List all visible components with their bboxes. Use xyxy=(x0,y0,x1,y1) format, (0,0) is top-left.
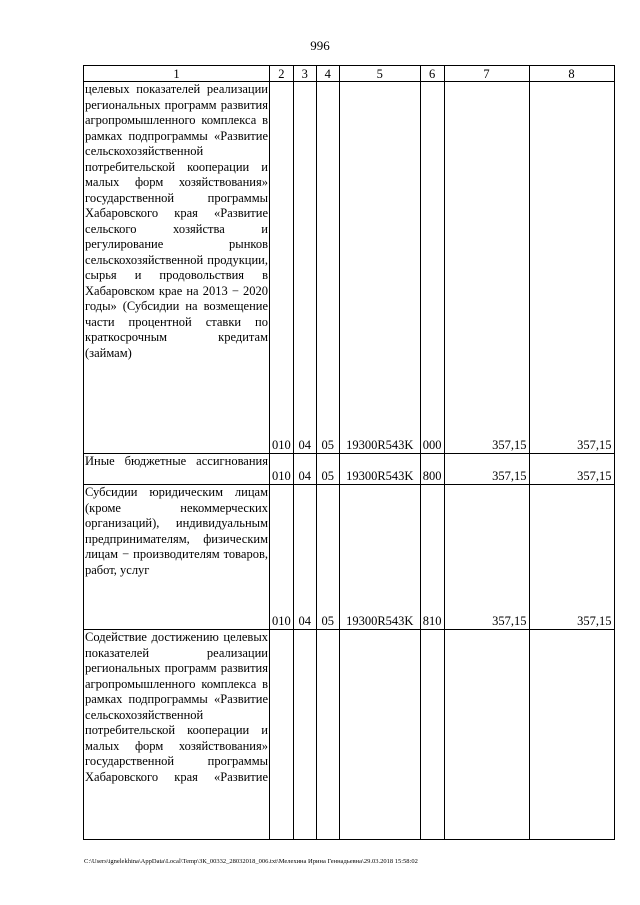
row-description: Субсидии юридическим лицам (кроме некоммерческих организаций), индивидуальным предпринимателям, физическим лицам − производителям товаров, работ, услуг xyxy=(84,485,270,630)
budget-table xyxy=(83,65,615,840)
cell-subsection: 05 xyxy=(316,454,339,485)
column-header: 8 xyxy=(529,66,614,82)
cell-amount xyxy=(529,630,614,840)
cell-amount: 357,15 xyxy=(529,82,614,454)
cell-target-article: 19300R543K xyxy=(339,485,420,630)
column-header: 5 xyxy=(339,66,420,82)
cell-section xyxy=(293,630,316,840)
table-row xyxy=(84,82,615,454)
table-row xyxy=(84,485,615,630)
cell-expense-type: 000 xyxy=(420,82,444,454)
cell-amount: 357,15 xyxy=(529,485,614,630)
column-header: 6 xyxy=(420,66,444,82)
cell-section: 04 xyxy=(293,454,316,485)
table-row xyxy=(84,630,615,840)
cell-target-article: 19300R543K xyxy=(339,82,420,454)
cell-expense-type: 810 xyxy=(420,485,444,630)
document-footer-path: C:\Users\ignelekhina\AppData\Local\Temp\ЗК_00332_28032018_006.txt\Мелехина Ирина Геннадьевна\29.03.2018 15:58:02 xyxy=(84,858,418,865)
cell-amount: 357,15 xyxy=(444,485,529,630)
row-description: Иные бюджетные ассигнования xyxy=(84,454,270,485)
cell-ministry-code: 010 xyxy=(270,454,294,485)
cell-ministry-code xyxy=(270,630,294,840)
cell-expense-type xyxy=(420,630,444,840)
cell-expense-type: 800 xyxy=(420,454,444,485)
cell-ministry-code: 010 xyxy=(270,82,294,454)
column-header: 2 xyxy=(270,66,294,82)
page-number: 996 xyxy=(310,38,330,53)
cell-target-article xyxy=(339,630,420,840)
cell-subsection xyxy=(316,630,339,840)
cell-amount: 357,15 xyxy=(529,454,614,485)
cell-amount: 357,15 xyxy=(444,82,529,454)
column-header: 4 xyxy=(316,66,339,82)
table-row xyxy=(84,454,615,485)
cell-section: 04 xyxy=(293,485,316,630)
cell-subsection: 05 xyxy=(316,485,339,630)
row-description: Содействие достижению целевых показателей реализации региональных программ развития агропромышленного комплекса в рамках подпрограммы «Развитие сельскохозяйственной потребительской кооперации и малых форм хозяйствования» государственной программы Хабаровского края «Развитие xyxy=(84,630,270,840)
cell-amount xyxy=(444,630,529,840)
column-header: 1 xyxy=(84,66,270,82)
cell-subsection: 05 xyxy=(316,82,339,454)
cell-section: 04 xyxy=(293,82,316,454)
cell-target-article: 19300R543K xyxy=(339,454,420,485)
column-header: 7 xyxy=(444,66,529,82)
column-header: 3 xyxy=(293,66,316,82)
row-description: целевых показателей реализации региональных программ развития агропромышленного комплекса в рамках подпрограммы «Развитие сельскохозяйственной потребительской кооперации и малых форм хозяйствования» государственной программы Хабаровского края «Развитие сельского хозяйства и регулирование рынков сельскохозяйственной продукции, сырья и продовольствия в Хабаровском крае на 2013 − 2020 годы» (Субсидии на возмещение части процентной ставки по краткосрочным кредитам (займам) xyxy=(84,82,270,454)
cell-ministry-code: 010 xyxy=(270,485,294,630)
table-header-row xyxy=(84,66,615,82)
cell-amount: 357,15 xyxy=(444,454,529,485)
